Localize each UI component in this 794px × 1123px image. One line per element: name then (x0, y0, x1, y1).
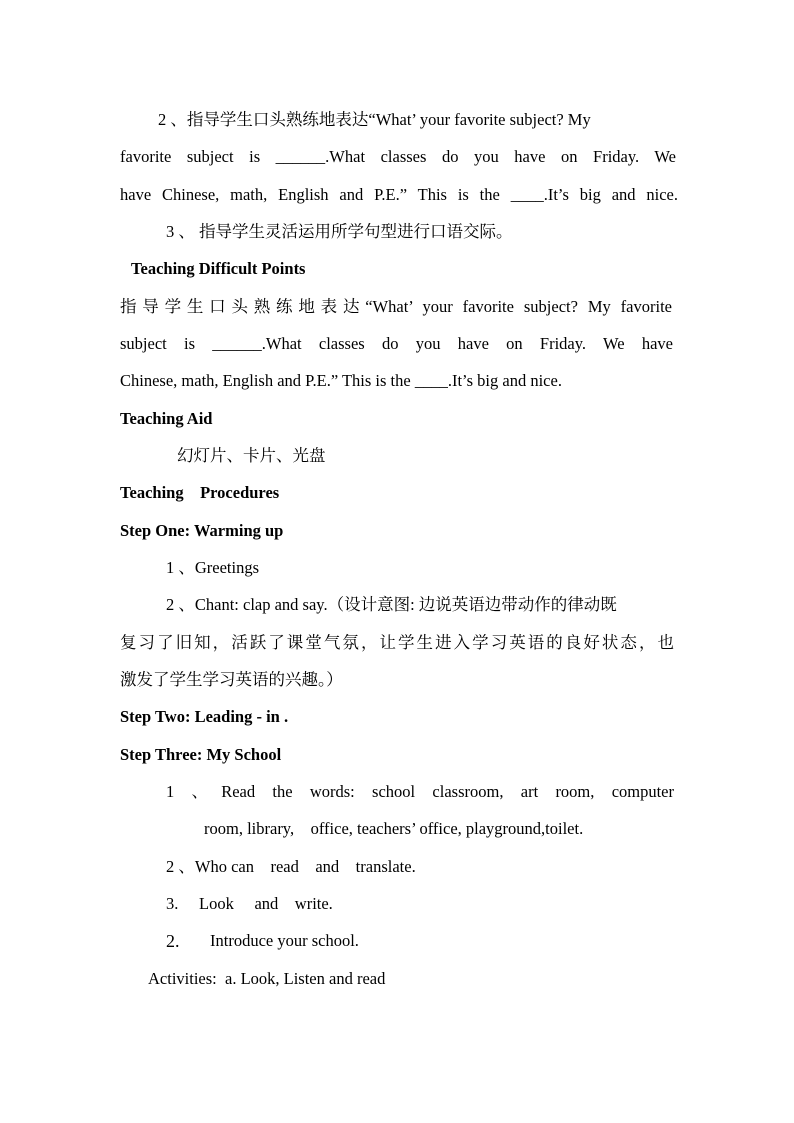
objective-2-line-3: have Chinese, math, English and P.E.” This is the ____.It’s big and nice. (120, 185, 678, 204)
step-one-item-2-line-3: 激发了学生学习英语的兴趣。） (120, 670, 343, 689)
step-one-item-1: 1 、Greetings (166, 558, 260, 577)
step-one-item-2-line-2: 复习了旧知，活跃了课堂气氛，让学生进入学习英语的良好状态，也 (120, 633, 674, 652)
step-one-item-2-line-1: 2 、Chant: clap and say.（设计意图: 边说英语边带动作的律动既 (166, 595, 617, 614)
teaching-aid-items: 幻灯片、卡片、光盘 (177, 446, 326, 465)
procedures-heading: Teaching Procedures (120, 483, 280, 502)
teaching-aid-heading: Teaching Aid (120, 409, 213, 428)
step-three-item-4-number: 2. (166, 931, 180, 951)
step-two-heading: Step Two: Leading - in . (120, 707, 289, 726)
difficult-points-line-2: subject is ______.What classes do you have on Friday. We have (120, 334, 673, 353)
step-three-item-1-line-1: 1 、Read the words: school classroom, art room, computer (166, 782, 674, 801)
objective-2-line-1: 2 、指导学生口头熟练地表达“What’ your favorite subject? My (158, 110, 591, 129)
difficult-points-line-1: 指导学生口头熟练地表达“What’ your favorite subject? My favorite (120, 297, 672, 316)
step-three-heading: Step Three: My School (120, 745, 282, 764)
difficult-points-heading: Teaching Difficult Points (131, 259, 306, 278)
objective-2-line-2: favorite subject is ______.What classes do you have on Friday. We (120, 147, 676, 166)
step-three-item-4-text: Introduce your school. (210, 931, 359, 950)
activities-line: Activities: a. Look, Listen and read (148, 969, 386, 988)
step-three-item-2: 2 、Who can read and translate. (166, 857, 416, 876)
difficult-points-line-3: Chinese, math, English and P.E.” This is the ____.It’s big and nice. (120, 371, 562, 390)
step-three-item-1-line-2: room, library, office, teachers’ office, playground,toilet. (204, 819, 584, 838)
step-one-heading: Step One: Warming up (120, 521, 284, 540)
step-three-item-3: 3. Look and write. (166, 894, 333, 913)
objective-3: 3 、 指导学生灵活运用所学句型进行口语交际。 (166, 222, 513, 241)
